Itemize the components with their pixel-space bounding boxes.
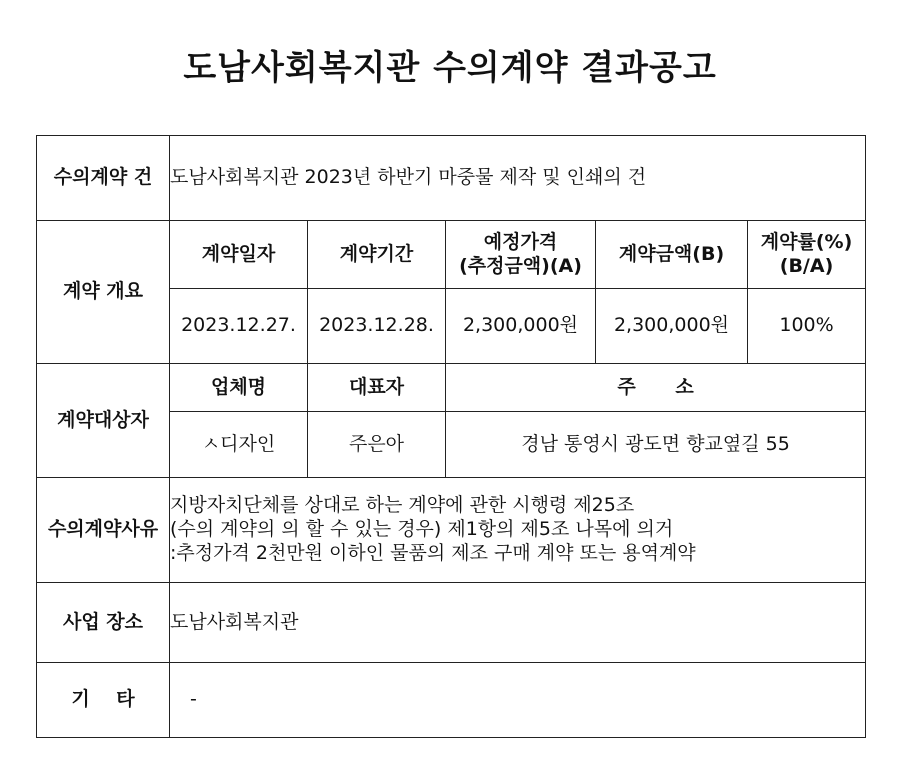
- value-etc: -: [170, 663, 866, 738]
- row-contract-reason: [37, 478, 866, 583]
- reason-line-3: :추정가격 2천만원 이하인 물품의 제조 구매 계약 또는 용역계약: [170, 541, 696, 564]
- value-contract-case: 도남사회복지관 2023년 하반기 마중물 제작 및 인쇄의 건: [170, 136, 866, 221]
- header-contract-rate-line1: 계약률(%): [760, 230, 853, 253]
- label-contract-overview: 계약 개요: [37, 221, 170, 364]
- label-contract-case: 수의계약 건: [37, 136, 170, 221]
- value-representative: 주은아: [308, 412, 446, 478]
- value-contract-reason: [170, 478, 866, 583]
- value-contract-date: 2023.12.27.: [170, 289, 308, 364]
- value-contract-period: 2023.12.28.: [308, 289, 446, 364]
- label-contract-reason: 수의계약사유: [37, 478, 170, 583]
- row-counterparty-headers: [37, 364, 866, 412]
- header-estimated-price-line1: 예정가격: [483, 230, 558, 253]
- row-contract-case: [37, 136, 866, 221]
- page-title: 도남사회복지관 수의계약 결과공고: [183, 48, 717, 88]
- header-address: 주 소: [446, 364, 866, 412]
- header-contract-amount: 계약금액(B): [596, 221, 748, 289]
- label-project-location: 사업 장소: [37, 583, 170, 663]
- header-contract-date: 계약일자: [170, 221, 308, 289]
- value-contract-rate: 100%: [748, 289, 866, 364]
- header-contract-period: 계약기간: [308, 221, 446, 289]
- reason-line-2: (수의 계약의 의 할 수 있는 경우) 제1항의 제5조 나목에 의거: [170, 518, 674, 541]
- label-contract-party: 계약대상자: [37, 364, 170, 478]
- value-estimated-price: 2,300,000원: [446, 289, 596, 364]
- row-project-location: [37, 583, 866, 663]
- header-estimated-price: [446, 221, 596, 289]
- contract-result-table: [36, 135, 866, 738]
- header-company-name: 업체명: [170, 364, 308, 412]
- row-overview-headers: [37, 221, 866, 289]
- value-company-name: ㅅ디자인: [170, 412, 308, 478]
- value-contract-amount: 2,300,000원: [596, 289, 748, 364]
- header-representative: 대표자: [308, 364, 446, 412]
- label-etc: 기 타: [37, 663, 170, 738]
- header-contract-rate: [748, 221, 866, 289]
- reason-line-1: 지방자치단체를 상대로 하는 계약에 관한 시행령 제25조: [170, 494, 635, 517]
- row-etc: [37, 663, 866, 738]
- value-project-location: 도남사회복지관: [170, 583, 866, 663]
- header-estimated-price-line2: (추정금액)(A): [459, 254, 582, 277]
- header-contract-rate-line2: (B/A): [779, 254, 834, 277]
- value-address: 경남 통영시 광도면 향교옆길 55: [446, 412, 866, 478]
